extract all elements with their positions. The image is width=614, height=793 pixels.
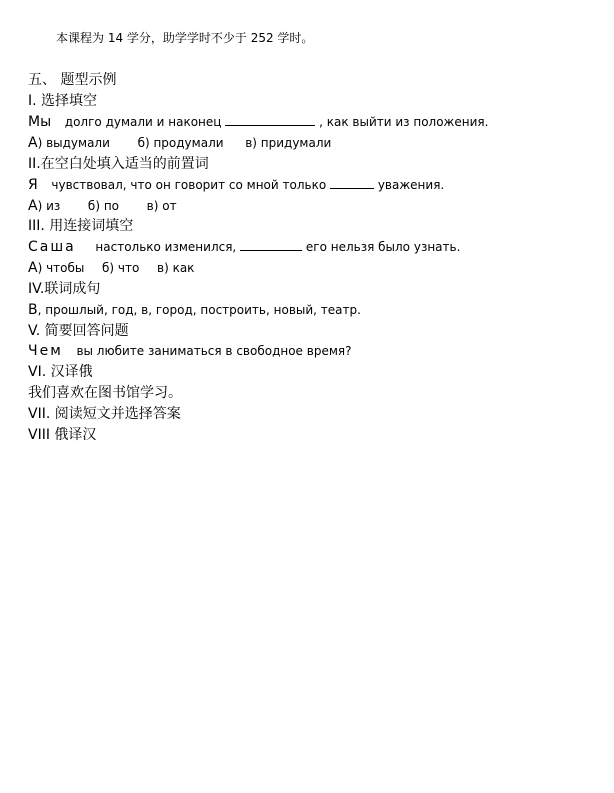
question-1-text-b: , как выйти из положения. (319, 115, 489, 129)
question-5-text: вы любите заниматься в свободное время? (76, 344, 352, 358)
question-2-text-b: уважения. (377, 178, 445, 192)
question-1-sentence (28, 113, 488, 131)
question-2-blank (330, 176, 374, 189)
option-a: ) из (37, 199, 61, 213)
question-2-sentence (28, 176, 444, 194)
question-4-title: IV.联词成句 (28, 281, 101, 297)
section-title: 五、 题型示例 (28, 72, 117, 88)
question-5-title: V. 简要回答问题 (28, 323, 129, 339)
option-b: б) по (87, 199, 120, 213)
question-1-options (28, 134, 331, 152)
question-3-sentence (28, 238, 460, 256)
question-7-title: VII. 阅读短文并选择答案 (28, 406, 181, 422)
intro-text: 本课程为 14 学分，助学学时不少于 252 学时。 (56, 31, 314, 45)
option-a: ) чтобы (37, 261, 85, 275)
question-1-title: I. 选择填空 (28, 93, 98, 109)
option-a-letter: А (28, 260, 38, 276)
question-3-lead-word: Саша (28, 239, 76, 255)
question-3-blank (240, 238, 302, 251)
question-3-text-b: его нельзя было узнать. (305, 240, 461, 254)
question-3-text-a: настолько изменился, (95, 240, 237, 254)
question-6-title: VI. 汉译俄 (28, 364, 93, 380)
question-1-text-a: долго думали и наконец (64, 115, 222, 129)
question-5-lead-word: Чем (28, 343, 63, 359)
question-4-text: , прошлый, год, в, город, построить, новый, театр. (37, 303, 361, 317)
option-c: в) от (146, 199, 177, 213)
question-2-options (28, 197, 177, 215)
question-4-lead-word: В (28, 302, 38, 318)
option-a: ) выдумали (37, 136, 110, 150)
question-6-sentence: 我们喜欢在图书馆学习。 (28, 385, 182, 401)
option-c: в) придумали (245, 136, 332, 150)
question-2-title: II.在空白处填入适当的前置词 (28, 156, 209, 172)
question-1-blank (225, 113, 315, 126)
question-1-lead-word: Мы (28, 114, 52, 130)
question-8-title: VIII 俄译汉 (28, 427, 97, 443)
question-3-options (28, 259, 194, 277)
question-3-title: III. 用连接词填空 (28, 218, 134, 234)
question-2-lead-word: Я (28, 177, 38, 193)
option-c: в) как (157, 261, 195, 275)
question-4-sentence (28, 301, 361, 319)
question-5-sentence (28, 342, 351, 360)
option-a-letter: А (28, 135, 38, 151)
option-a-letter: А (28, 198, 38, 214)
question-2-text-a: чувствовал, что он говорит со мной только (51, 178, 327, 192)
option-b: б) что (102, 261, 140, 275)
option-b: б) продумали (137, 136, 224, 150)
